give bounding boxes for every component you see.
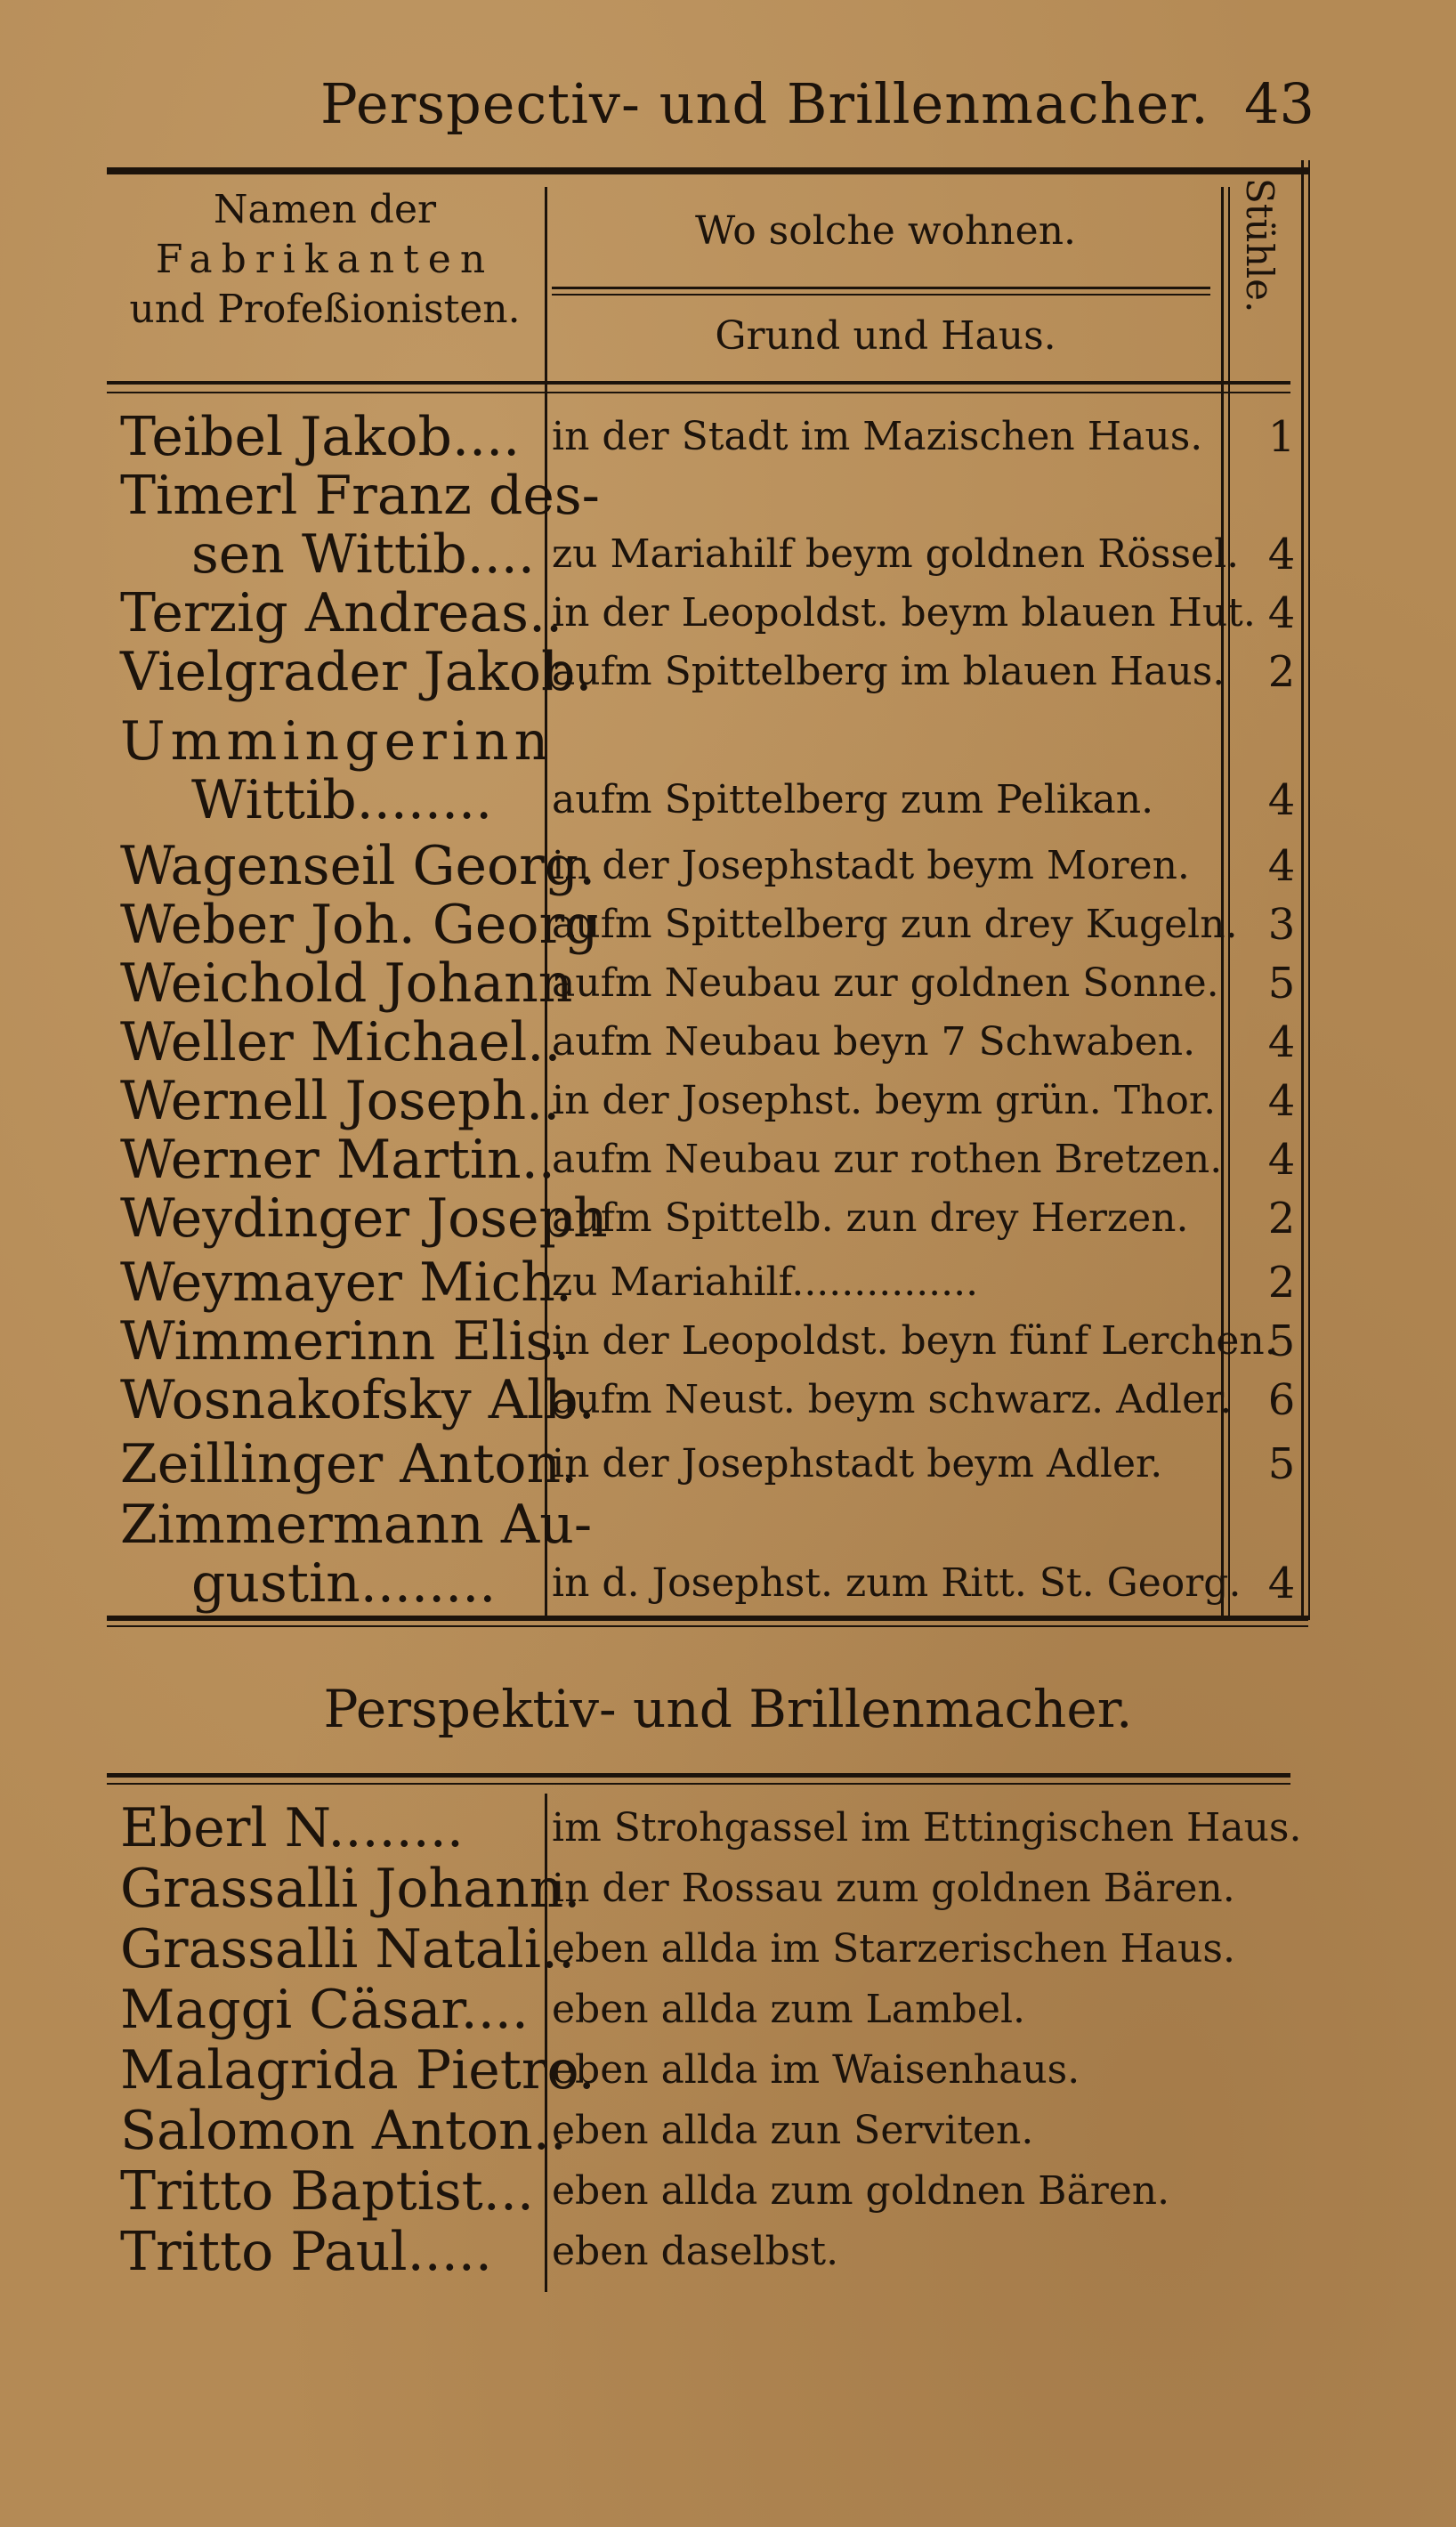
header-names bbox=[107, 185, 543, 335]
header-where: Wo solche wohnen. bbox=[694, 208, 1077, 254]
item-address: eben allda zum goldnen Bären. bbox=[552, 2168, 1170, 2214]
section2-top-rule-2 bbox=[107, 1783, 1290, 1785]
row-address: in der Josephst. beym grün. Thor. bbox=[552, 1078, 1217, 1123]
table-row bbox=[0, 954, 1456, 1013]
item-address: in der Rossau zum goldnen Bären. bbox=[552, 1866, 1235, 1911]
table-row bbox=[0, 1554, 1456, 1613]
table-row bbox=[0, 1072, 1456, 1130]
row-count: 4 bbox=[1267, 1135, 1296, 1185]
row-address: in d. Josephst. zum Ritt. St. Georg. bbox=[552, 1560, 1242, 1606]
list-item bbox=[0, 1980, 1456, 2040]
row-address: aufm Spittelb. zun drey Herzen. bbox=[552, 1195, 1189, 1241]
table-row bbox=[0, 1013, 1456, 1072]
item-name: Eberl N........ bbox=[120, 1797, 464, 1859]
row-count: 3 bbox=[1267, 900, 1296, 950]
table-bottom-rule bbox=[107, 1616, 1308, 1621]
row-name: Terzig Andreas.. bbox=[120, 582, 563, 644]
row-name-continuation: Wittib........ bbox=[191, 769, 493, 831]
table-row bbox=[0, 1371, 1456, 1430]
list-item bbox=[0, 1919, 1456, 1980]
item-name: Tritto Baptist... bbox=[120, 2160, 534, 2223]
row-count: 4 bbox=[1267, 530, 1296, 579]
table-row bbox=[0, 643, 1456, 701]
row-name: Wimmerinn Elis. bbox=[120, 1310, 570, 1373]
header-stuhle bbox=[1233, 178, 1286, 356]
table-row bbox=[0, 712, 1456, 771]
item-address: eben allda zum Lambel. bbox=[552, 1987, 1025, 2032]
row-address: in der Leopoldst. beyn fünf Lerchen. bbox=[552, 1318, 1277, 1364]
row-name: Wernell Joseph.. bbox=[120, 1070, 561, 1132]
item-name: Grassalli Johann. bbox=[120, 1858, 581, 1920]
row-name: Weber Joh. Georg bbox=[120, 894, 599, 956]
table-row bbox=[0, 525, 1456, 584]
row-address: aufm Spittelberg im blauen Haus. bbox=[552, 649, 1225, 694]
table-row bbox=[0, 837, 1456, 895]
list-item bbox=[0, 1859, 1456, 1919]
row-name: Teibel Jakob.... bbox=[120, 406, 521, 468]
header-stuhle-text: Stühle. bbox=[1238, 178, 1282, 313]
row-count: 6 bbox=[1267, 1375, 1296, 1425]
table-row bbox=[0, 584, 1456, 643]
list-item bbox=[0, 2161, 1456, 2222]
header-grund: Grund und Haus. bbox=[715, 313, 1056, 359]
header-bottom-rule-2 bbox=[107, 392, 1290, 393]
row-count: 4 bbox=[1267, 841, 1296, 891]
header-names-line-3: und Profeßionisten. bbox=[129, 287, 521, 332]
row-name: Weichold Johann bbox=[120, 952, 573, 1015]
item-name: Malagrida Pietro. bbox=[120, 2039, 595, 2102]
row-count: 5 bbox=[1267, 959, 1296, 1008]
item-name: Tritto Paul..... bbox=[120, 2221, 492, 2283]
header-names-line-1: Namen der bbox=[213, 187, 437, 232]
row-count: 2 bbox=[1267, 1194, 1296, 1243]
table-row bbox=[0, 1495, 1456, 1554]
row-name: Weller Michael.. bbox=[120, 1011, 562, 1073]
header-names-line-2: Fabrikanten bbox=[155, 237, 495, 282]
table-row bbox=[0, 1253, 1456, 1312]
row-count: 4 bbox=[1267, 775, 1296, 825]
section2-top-rule bbox=[107, 1773, 1290, 1778]
row-name: Weydinger Joseph bbox=[120, 1187, 608, 1250]
row-address: aufm Neubau zur rothen Bretzen. bbox=[552, 1137, 1223, 1182]
row-address: in der Stadt im Mazischen Haus. bbox=[552, 414, 1203, 459]
row-address: in der Josephstadt beym Adler. bbox=[552, 1441, 1163, 1486]
row-name: Zeillinger Anton. bbox=[120, 1433, 578, 1495]
item-address: eben allda im Starzerischen Haus. bbox=[552, 1926, 1235, 1972]
row-address: aufm Neubau zur goldnen Sonne. bbox=[552, 960, 1219, 1006]
row-count: 2 bbox=[1267, 647, 1296, 697]
running-title: Perspectiv- und Brillenmacher. bbox=[320, 71, 1209, 136]
row-address: zu Mariahilf............... bbox=[552, 1259, 979, 1305]
table-row bbox=[0, 1130, 1456, 1189]
row-count: 4 bbox=[1267, 1076, 1296, 1126]
header-bottom-rule bbox=[107, 381, 1290, 385]
list-item bbox=[0, 2222, 1456, 2282]
row-address: in der Leopoldst. beym blauen Hut. bbox=[552, 590, 1256, 636]
page-number: 43 bbox=[1244, 71, 1314, 136]
section-title: Perspektiv- und Brillenmacher. bbox=[323, 1679, 1133, 1739]
list-item bbox=[0, 2040, 1456, 2101]
where-underline-2 bbox=[552, 294, 1210, 296]
top-rule bbox=[107, 167, 1308, 174]
row-name: Werner Martin.. bbox=[120, 1129, 555, 1191]
row-count: 2 bbox=[1267, 1258, 1296, 1308]
row-count: 5 bbox=[1267, 1316, 1296, 1366]
table-row bbox=[0, 466, 1456, 525]
row-address: zu Mariahilf beym goldnen Rössel. bbox=[552, 531, 1240, 577]
table-row bbox=[0, 895, 1456, 954]
table-row bbox=[0, 408, 1456, 466]
row-name: Vielgrader Jakob. bbox=[120, 641, 593, 703]
row-name: Weymayer Mich. bbox=[120, 1251, 572, 1314]
row-address: aufm Spittelberg zun drey Kugeln. bbox=[552, 902, 1238, 947]
row-address: aufm Neubau beyn 7 Schwaben. bbox=[552, 1019, 1196, 1065]
row-name: Timerl Franz des- bbox=[120, 465, 600, 527]
row-address: aufm Neust. beym schwarz. Adler. bbox=[552, 1377, 1233, 1422]
item-name: Salomon Anton.. bbox=[120, 2100, 567, 2162]
table-bottom-rule-2 bbox=[107, 1625, 1308, 1627]
table-row bbox=[0, 1312, 1456, 1371]
row-name: Zimmermann Au- bbox=[120, 1494, 593, 1556]
row-address: in der Josephstadt beym Moren. bbox=[552, 843, 1190, 888]
running-head bbox=[0, 71, 1456, 151]
row-name: Ummingerinn bbox=[120, 710, 554, 773]
row-name-continuation: gustin........ bbox=[191, 1552, 497, 1615]
table-row bbox=[0, 771, 1456, 830]
item-address: im Strohgassel im Ettingischen Haus. bbox=[552, 1805, 1302, 1851]
row-count: 5 bbox=[1267, 1439, 1296, 1489]
list-item bbox=[0, 1798, 1456, 1859]
item-address: eben allda im Waisenhaus. bbox=[552, 2047, 1080, 2093]
row-name-continuation: sen Wittib.... bbox=[191, 523, 535, 586]
item-name: Grassalli Natali.. bbox=[120, 1918, 576, 1980]
row-count: 4 bbox=[1267, 588, 1296, 638]
table-row bbox=[0, 1189, 1456, 1248]
row-count: 4 bbox=[1267, 1559, 1296, 1608]
table-row bbox=[0, 1435, 1456, 1494]
row-count: 4 bbox=[1267, 1017, 1296, 1067]
row-name: Wagenseil Georg. bbox=[120, 835, 596, 897]
where-underline bbox=[552, 287, 1210, 289]
item-address: eben daselbst. bbox=[552, 2229, 839, 2274]
row-address: aufm Spittelberg zum Pelikan. bbox=[552, 777, 1154, 822]
item-address: eben allda zun Serviten. bbox=[552, 2108, 1034, 2153]
row-name: Wosnakofsky Alb. bbox=[120, 1369, 595, 1431]
list-item bbox=[0, 2101, 1456, 2161]
row-count: 1 bbox=[1267, 412, 1296, 462]
item-name: Maggi Cäsar.... bbox=[120, 1979, 529, 2041]
